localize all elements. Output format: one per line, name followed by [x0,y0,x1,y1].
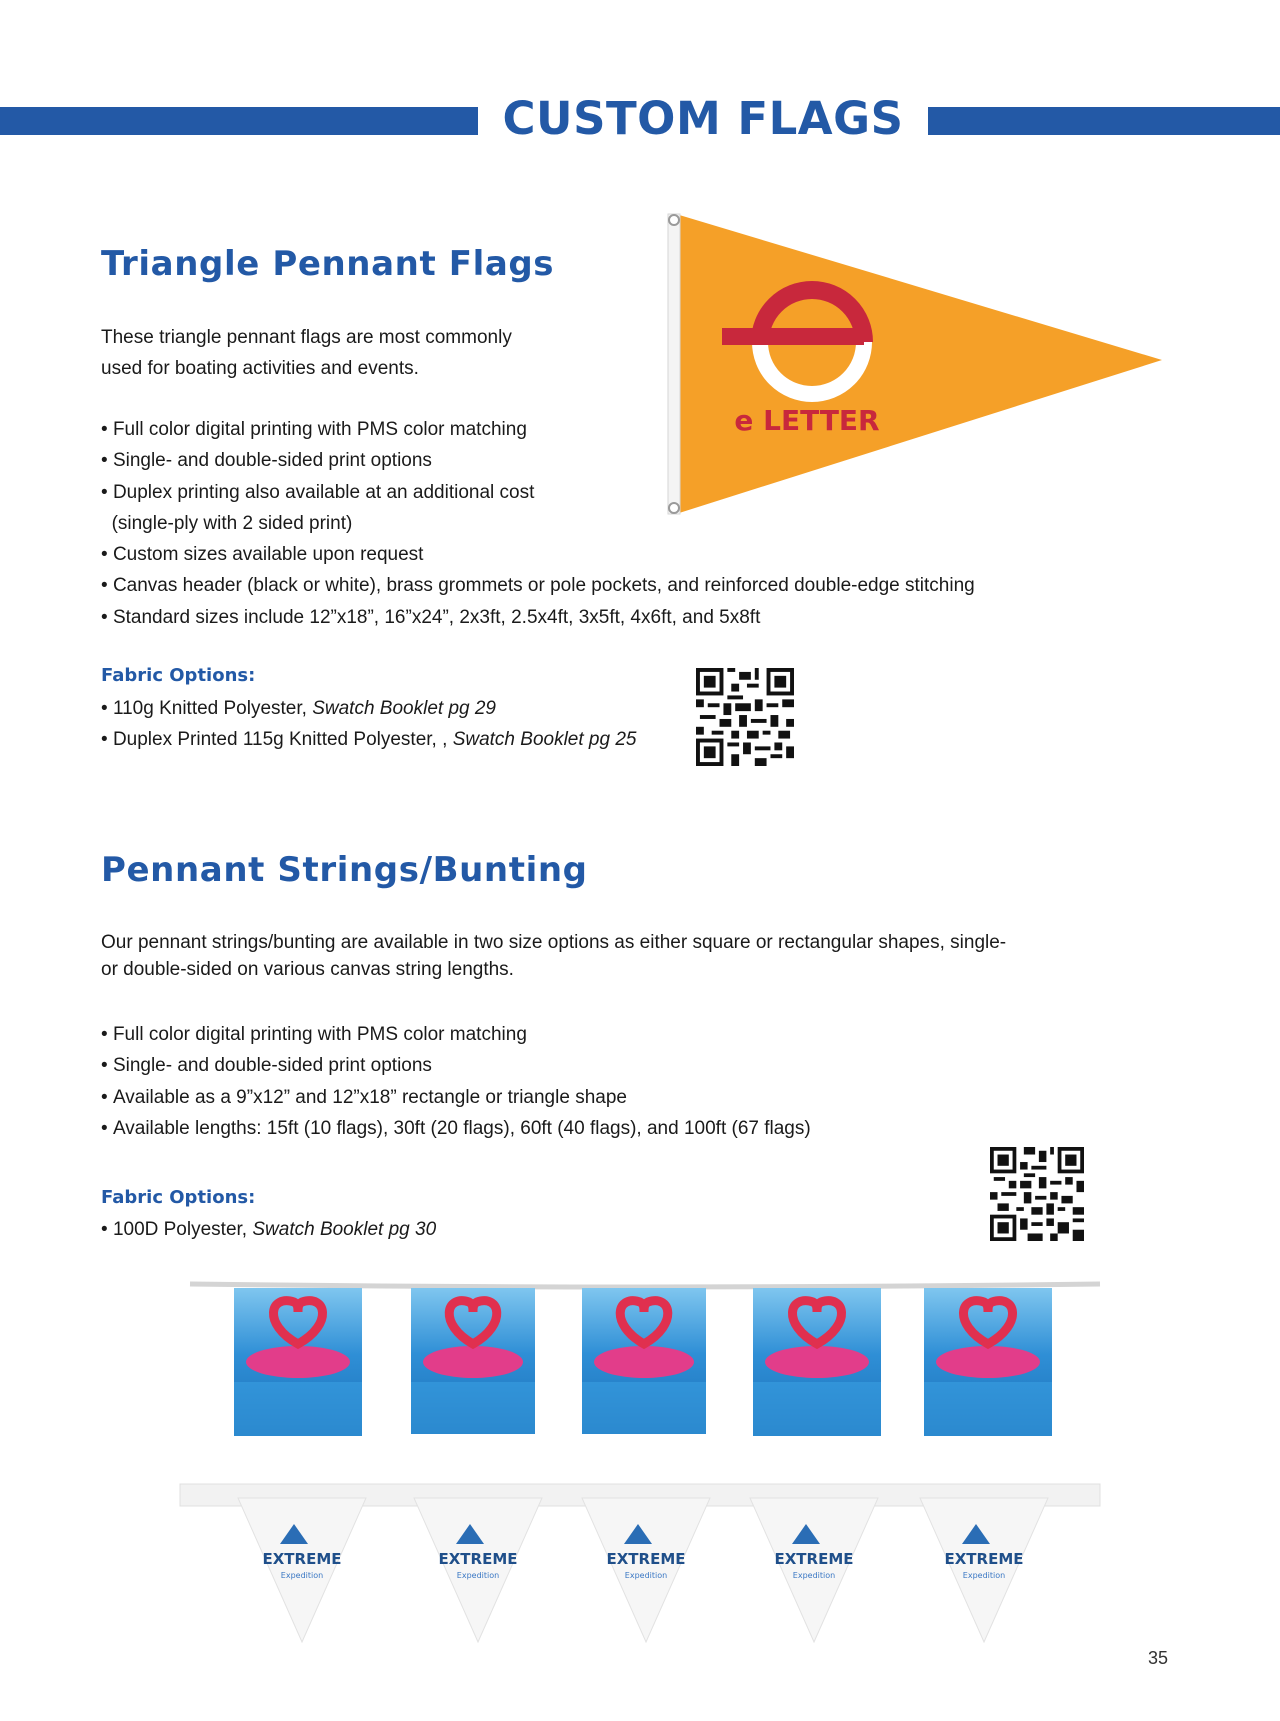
triangle-heading: Triangle Pennant Flags [101,244,555,284]
swatch-link: Swatch Booklet pg 29 [312,698,497,719]
fabric-item: • Duplex Printed 115g Knitted Polyester, , Swatch Booklet pg 25 [101,724,636,755]
list-item: • Single- and double-sided print options [101,1050,811,1081]
svg-text:Expedition: Expedition [624,1571,668,1580]
list-item: • Duplex printing also available at an additional cost [101,477,975,508]
swatch-link: Swatch Booklet pg 25 [452,729,637,750]
pennant-body [676,214,1162,514]
svg-text:Expedition: Expedition [280,1571,324,1580]
qr-code-icon [990,1147,1084,1241]
triangle-pennant-image [662,208,1162,528]
bunting-flag [234,1288,362,1436]
list-item: • Custom sizes available upon request [101,539,975,570]
svg-text:Expedition: Expedition [792,1571,836,1580]
list-item: • Canvas header (black or white), brass grommets or pole pockets, and reinforced double-edge stitching [101,570,975,601]
swatch-link: Swatch Booklet pg 30 [252,1219,437,1240]
svg-text:Expedition: Expedition [456,1571,500,1580]
bunting-fabric-list [101,1214,436,1245]
list-item: • Full color digital printing with PMS color matching [101,414,975,445]
bunting-triangle [750,1498,878,1642]
list-item: • Available as a 9”x12” and 12”x18” rectangle or triangle shape [101,1082,811,1113]
bunting-string [190,1284,1100,1287]
bunting-triangle [582,1498,710,1642]
triangle-bunting-image [170,1482,1110,1652]
triangle-intro-line2: used for boating activities and events. [101,358,419,379]
triangle-fabric-list [101,693,636,755]
bunting-triangle [238,1498,366,1642]
bunting-flag [582,1288,706,1434]
grommet-icon [669,215,679,225]
list-item: • Standard sizes include 12”x18”, 16”x24”, 2x3ft, 2.5x4ft, 3x5ft, 4x6ft, and 5x8ft [101,602,975,633]
bunting-bullets [101,1019,811,1144]
fabric-item: • 100D Polyester, Swatch Booklet pg 30 [101,1214,436,1245]
bunting-fabric-heading: Fabric Options: [101,1187,256,1208]
bunting-triangle [414,1498,542,1642]
grommet-icon [669,503,679,513]
list-item: • Full color digital printing with PMS color matching [101,1019,811,1050]
list-item-continuation: (single-ply with 2 sided print) [111,512,353,534]
bunting-flag [411,1288,535,1434]
triangle-fabric-heading: Fabric Options: [101,665,256,686]
page-title: CUSTOM FLAGS [502,92,904,145]
list-item: • Single- and double-sided print options [101,445,975,476]
flag-logo-text: e LETTER [734,404,880,437]
svg-text:EXTREME: EXTREME [606,1550,686,1568]
svg-text:EXTREME: EXTREME [774,1550,854,1568]
bunting-triangle [920,1498,1048,1642]
bunting-intro [101,929,1006,983]
fabric-item: • 110g Knitted Polyester, Swatch Booklet pg 29 [101,693,636,724]
list-item: • Available lengths: 15ft (10 flags), 30ft (20 flags), 60ft (40 flags), and 100ft (67 flags) [101,1113,811,1144]
svg-text:EXTREME: EXTREME [262,1550,342,1568]
bunting-heading: Pennant Strings/Bunting [101,850,588,890]
triangle-intro-line1: These triangle pennant flags are most commonly [101,327,512,348]
bunting-flag [753,1288,881,1436]
pennant-header [668,214,680,514]
header-bar-left [0,107,478,135]
qr-code-icon [696,668,794,766]
triangle-intro [101,322,512,384]
svg-text:EXTREME: EXTREME [944,1550,1024,1568]
page-number: 35 [1148,1648,1169,1668]
svg-text:Expedition: Expedition [962,1571,1006,1580]
bunting-intro-line1: Our pennant strings/bunting are available in two size options as either square or rectangular shapes, single- [101,932,1007,953]
bunting-intro-line2: or double-sided on various canvas string lengths. [101,959,514,980]
svg-text:EXTREME: EXTREME [438,1550,518,1568]
rectangle-bunting-image [170,1272,1110,1452]
bunting-flag [924,1288,1052,1436]
header-bar-right [928,107,1280,135]
